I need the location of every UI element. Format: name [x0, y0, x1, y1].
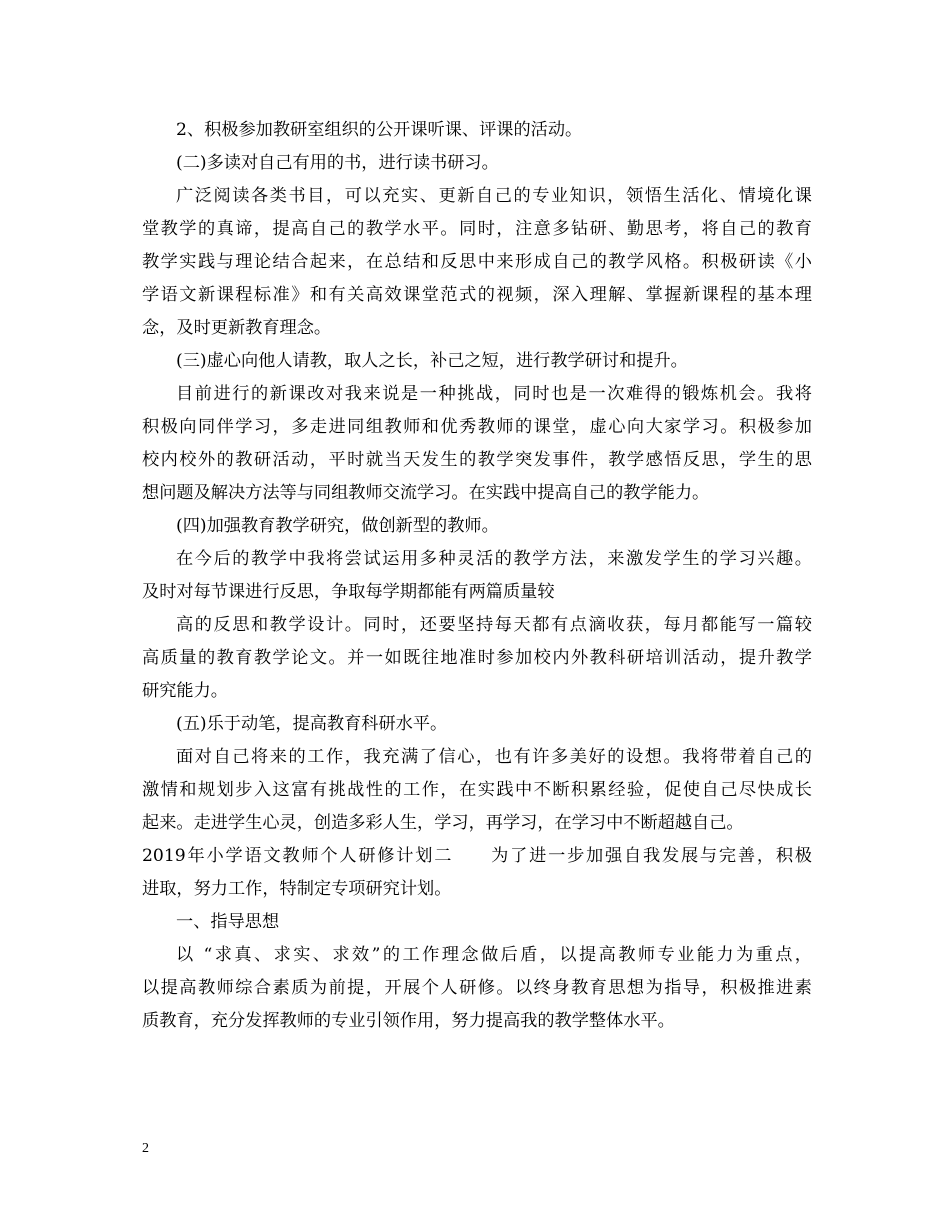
text-line: (四)加强教育教学研究，做创新型的教师。 [176, 516, 499, 536]
text-line: 高的反思和教学设计。同时，还要坚持每天都有点滴收获，每月都能写一篇较 [176, 615, 812, 635]
text-line: 广泛阅读各类书目，可以充实、更新自己的专业知识，领悟生活化、情境化课 [176, 186, 812, 206]
text-line: 堂教学的真谛，提高自己的教学水平。同时，注意多钻研、勤思考，将自己的教育 [142, 219, 812, 239]
text-line: 2019年小学语文教师个人研修计划二 为了进一步加强自我发展与完善，积极 [142, 846, 812, 866]
text-line: 质教育，充分发挥教师的专业引领作用，努力提高我的教学整体水平。 [142, 1011, 675, 1031]
page-number: 2 [142, 1141, 149, 1156]
document-body [142, 114, 812, 1038]
text-line: (二)多读对自己有用的书，进行读书研习。 [176, 153, 499, 173]
text-line: 以 “求真、求实、求效”的工作理念做后盾，以提高教师专业能力为重点， [176, 945, 812, 965]
text-line: 起来。走进学生心灵，创造多彩人生，学习，再学习，在学习中不断超越自己。 [142, 813, 744, 833]
text-line: 教学实践与理论结合起来，在总结和反思中来形成自己的教学风格。积极研读《小 [142, 252, 812, 272]
text-line: (三)虚心向他人请教，取人之长，补己之短，进行教学研讨和提升。 [176, 351, 688, 371]
text-line: 目前进行的新课改对我来说是一种挑战，同时也是一次难得的锻炼机会。我将 [176, 384, 812, 404]
text-line: 激情和规划步入这富有挑战性的工作，在实践中不断积累经验，促使自己尽快成长 [142, 780, 812, 800]
text-line: 进取，努力工作，特制定专项研究计划。 [142, 879, 452, 899]
text-line: 学语文新课程标准》和有关高效课堂范式的视频，深入理解、掌握新课程的基本理 [142, 285, 812, 305]
text-line: 2、积极参加教研室组织的公开课听课、评课的活动。 [176, 120, 583, 140]
text-line: 念，及时更新教育理念。 [142, 318, 332, 338]
text-line: (五)乐于动笔，提高教育科研水平。 [176, 714, 448, 734]
text-line: 在今后的教学中我将尝试运用多种灵活的教学方法，来激发学生的学习兴趣。 [176, 549, 812, 569]
text-line: 想问题及解决方法等与同组教师交流学习。在实践中提高自己的教学能力。 [142, 483, 710, 503]
text-line: 研究能力。 [142, 681, 228, 701]
text-line: 面对自己将来的工作，我充满了信心，也有许多美好的设想。我将带着自己的 [176, 747, 812, 767]
text-line: 积极向同伴学习，多走进同组教师和优秀教师的课堂，虚心向大家学习。积极参加 [142, 417, 812, 437]
text-line: 以提高教师综合素质为前提，开展个人研修。以终身教育思想为指导，积极推进素 [142, 978, 812, 998]
text-line: 高质量的教育教学论文。并一如既往地准时参加校内外教科研培训活动，提升教学 [142, 648, 812, 668]
text-line: 一、指导思想 [176, 912, 280, 932]
text-line: 校内校外的教研活动，平时就当天发生的教学突发事件，教学感悟反思，学生的思 [142, 450, 812, 470]
text-line: 及时对每节课进行反思，争取每学期都能有两篇质量较 [142, 582, 555, 602]
